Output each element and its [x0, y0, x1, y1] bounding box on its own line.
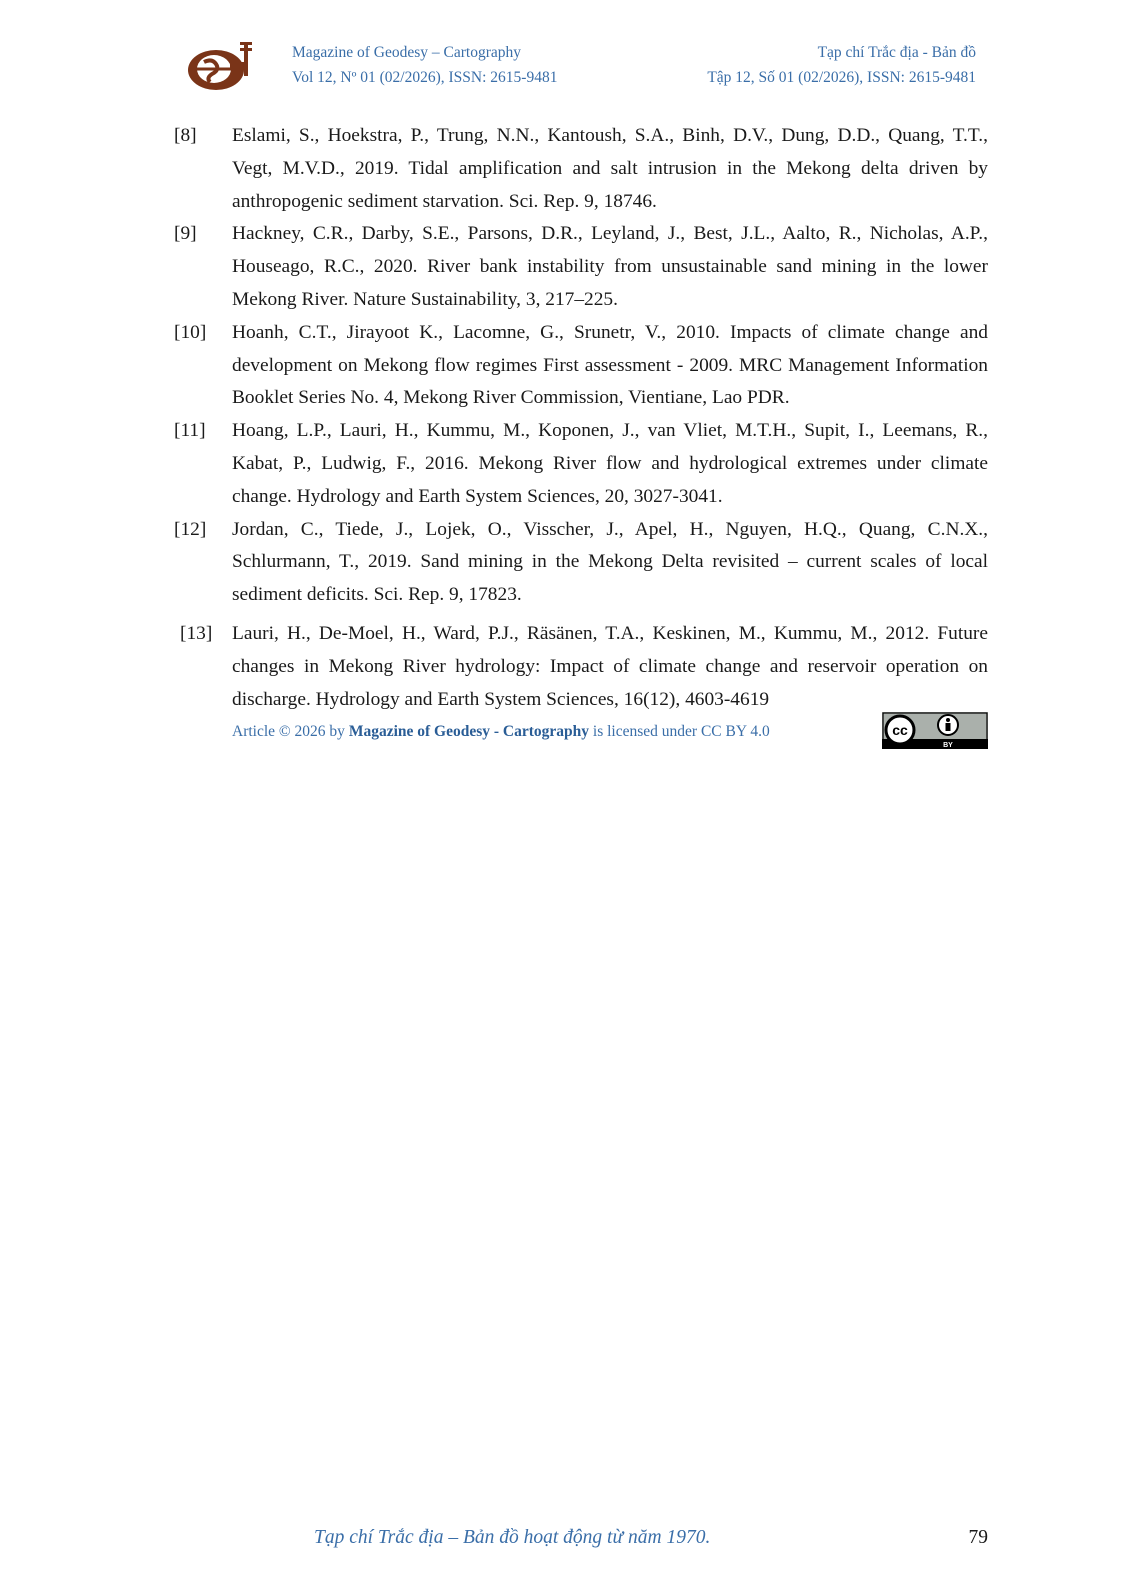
- journal-logo: [186, 38, 254, 94]
- reference-number: [10]: [174, 321, 207, 343]
- reference-text: Eslami, S., Hoekstra, P., Trung, N.N., Kantoush, S.A., Binh, D.V., Dung, D.D., Quang, T.T., Vegt, M.V.D., 2019. Tidal amplification and salt intrusion in the Mekong delta driven by anthropogenic sediment starvation. Sci. Rep. 9, 18746.: [232, 125, 988, 212]
- reference-text: Jordan, C., Tiede, J., Lojek, O., Visscher, J., Apel, H., Nguyen, H.Q., Quang, C.N.X., Schlurmann, T., 2019. Sand mining in the Mekong Delta revisited – current scales of local sediment deficits. Sci. Rep. 9, 17823.: [232, 518, 988, 606]
- header-left: [292, 40, 557, 90]
- page-number: 79: [968, 1527, 988, 1548]
- reference-item: [174, 415, 988, 513]
- journal-volume-en: Vol 12, Nº 01 (02/2026), ISSN: 2615-9481: [292, 69, 558, 86]
- reference-text: Hoang, L.P., Lauri, H., Kummu, M., Koponen, J., van Vliet, M.T.H., Supit, I., Leemans, R., Kabat, P., Ludwig, F., 2016. Mekong River flow and hydrological extremes under climate change. Hydrology and Earth System Sciences, 20, 3027-3041.: [232, 420, 988, 507]
- header-right: [707, 40, 976, 90]
- reference-text: Hoanh, C.T., Jirayoot K., Lacomne, G., Srunetr, V., 2010. Impacts of climate change and development on Mekong flow regimes First assessment - 2009. MRC Management Information Booklet Series No. 4, Mekong River Commission, Vientiane, Lao PDR.: [232, 321, 988, 409]
- reference-number: [8]: [174, 125, 197, 146]
- journal-title-en: Magazine of Geodesy – Cartography: [292, 44, 521, 61]
- reference-list: [174, 120, 988, 716]
- reference-text: Lauri, H., De-Moel, H., Ward, P.J., Räsänen, T.A., Keskinen, M., Kummu, M., 2012. Future changes in Mekong River hydrology: Impact of climate change and reservoir operation on discharge. Hydrology and Earth System Sciences, 16(12), 4603-4619: [232, 622, 988, 710]
- license-notice: [232, 723, 770, 741]
- reference-number: [12]: [174, 518, 207, 540]
- license-prefix: Article © 2026 by: [232, 723, 349, 740]
- cc-by-label: BY: [943, 742, 953, 749]
- reference-number: [11]: [174, 420, 206, 442]
- reference-number: [9]: [174, 223, 197, 245]
- reference-number: [13]: [180, 622, 213, 644]
- journal-volume-vi: Tập 12, Số 01 (02/2026), ISSN: 2615-9481: [707, 69, 976, 86]
- license-suffix: is licensed under CC BY 4.0: [589, 723, 770, 740]
- journal-title-vi: Tạp chí Trắc địa - Bản đồ: [817, 44, 976, 61]
- reference-item: [174, 618, 988, 716]
- reference-text: Hackney, C.R., Darby, S.E., Parsons, D.R., Leyland, J., Best, J.L., Aalto, R., Nicholas, A.P., Houseago, R.C., 2020. River bank instability from unsustainable sand mining in the lower Mekong River. Nature Sustainability, 3, 217–225.: [232, 223, 988, 310]
- reference-item: [174, 514, 988, 612]
- license-magazine-name: Magazine of Geodesy - Cartography: [348, 723, 590, 740]
- reference-item: [174, 317, 988, 415]
- footer-text: Tạp chí Trắc địa – Bản đồ hoạt động từ năm 1970.: [314, 1527, 711, 1548]
- cc-by-badge[interactable]: [882, 712, 988, 749]
- reference-item: [174, 120, 988, 218]
- reference-item: [174, 218, 988, 316]
- svg-text:cc: cc: [892, 722, 908, 738]
